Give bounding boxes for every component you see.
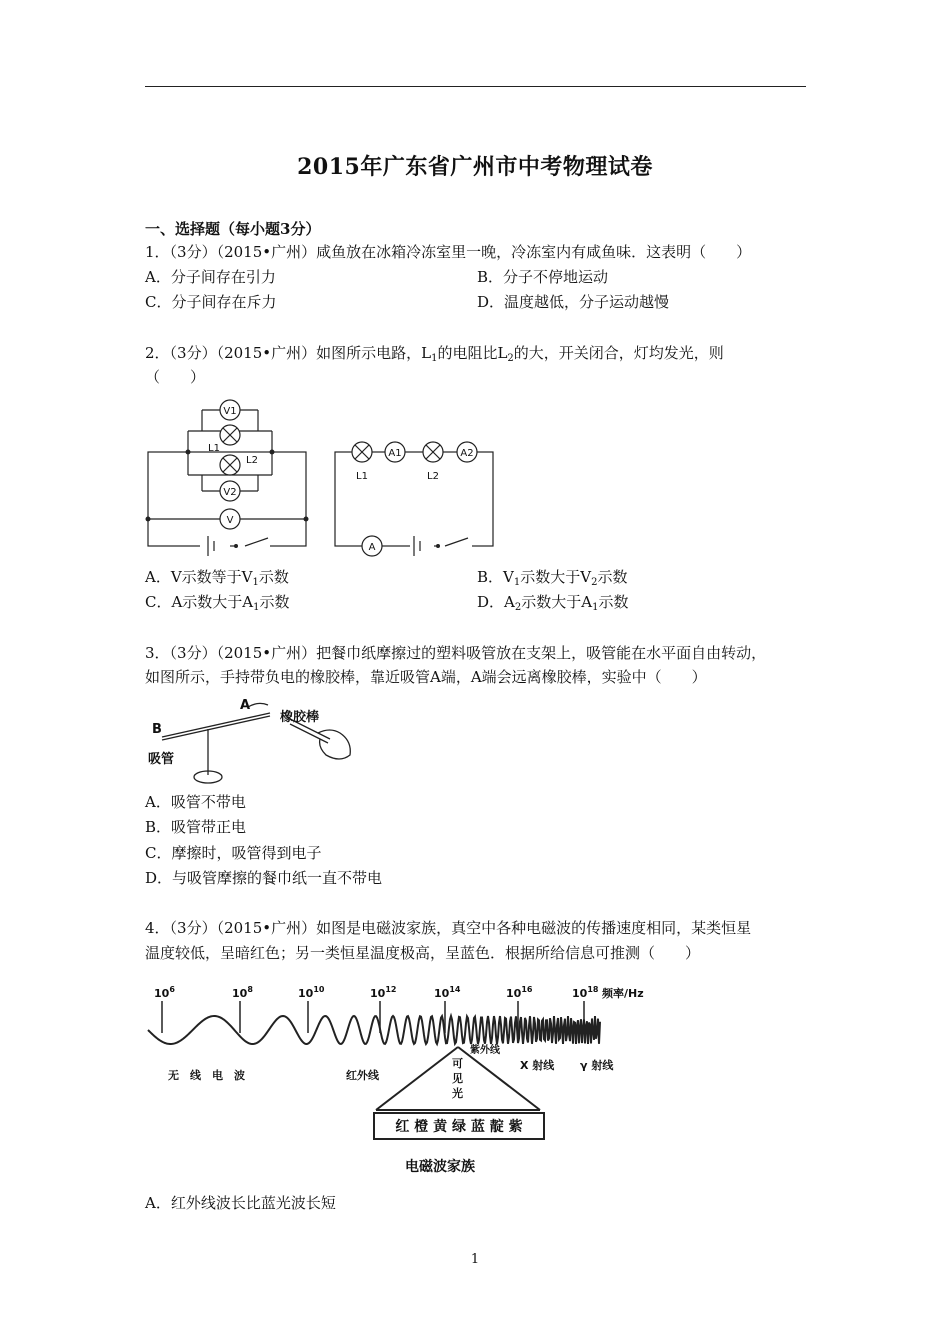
radio-wave-label: 无 线 电 波 — [168, 1069, 245, 1082]
header-rule — [145, 86, 806, 87]
q2-stem: 2．（3分）（2015•广州）如图所示电路，$L_1$的电阻比$L_2$的大，开关闭合，灯均发光，则 — [145, 344, 724, 364]
visible-colors-label: 红 橙 黄 绿 蓝 靛 紫 — [395, 1119, 523, 1135]
fig-label-straw: 吸管 — [148, 752, 175, 767]
q4-stem-line2: 温度较低，呈暗红色；另一类恒星温度极高，呈蓝色．根据所给信息可推测（ ） — [145, 944, 701, 962]
q2-stem-line2: （ ） — [145, 368, 206, 386]
fig-label-a-end: A — [240, 698, 251, 713]
svg-text:106: $10^6$ — [154, 985, 175, 1000]
section-heading: 一、选择题（每小题3分） — [145, 220, 321, 238]
fig-label-a1: A1 — [388, 448, 402, 459]
q2-option-d[interactable]: D．$A_2$示数大于$A_1$示数 — [477, 593, 629, 613]
q4-stem-line1: 4．（3分）（2015•广州）如图是电磁波家族，真空中各种电磁波的传播速度相同，某类恒星 — [145, 919, 752, 937]
q1-option-a[interactable]: A．分子间存在引力 — [145, 268, 276, 286]
xray-label: X 射线 — [520, 1059, 555, 1072]
q1-option-d[interactable]: D．温度越低，分子运动越慢 — [477, 293, 670, 311]
q3-stem-line1: 3．（3分）（2015•广州）把餐巾纸摩擦过的塑料吸管放在支架上，吸管能在水平面自由转动， — [145, 644, 767, 662]
q1-option-b[interactable]: B．分子不停地运动 — [477, 268, 609, 286]
q3-option-c[interactable]: C．摩擦时，吸管得到电子 — [145, 844, 322, 862]
visible-label-1: 可 — [452, 1057, 463, 1070]
q2-option-c[interactable]: C．A示数大于$A_1$示数 — [145, 593, 290, 613]
q4-option-a[interactable]: A．红外线波长比蓝光波长短 — [145, 1194, 336, 1212]
svg-text:1010: $10^{10}$ — [298, 985, 325, 1000]
q3-straw-figure — [140, 695, 370, 790]
svg-text:1016: $10^{16}$ — [506, 985, 533, 1000]
svg-text:1018: $10^{18}$ — [572, 985, 599, 1000]
q4-em-spectrum-figure — [140, 975, 660, 1185]
q2-circuit-figure — [140, 395, 510, 560]
visible-label-2: 见 — [452, 1072, 463, 1085]
q3-option-a[interactable]: A．吸管不带电 — [145, 793, 246, 811]
q2-option-a[interactable]: A．V示数等于$V_1$示数 — [145, 568, 289, 588]
visible-label-3: 光 — [452, 1087, 463, 1100]
uv-label: 紫外线 — [470, 1045, 500, 1056]
fig-label-v: V — [226, 515, 234, 526]
fig-label-l2-right: L2 — [427, 471, 439, 482]
page-number: 1 — [470, 1252, 480, 1267]
q3-option-b[interactable]: B．吸管带正电 — [145, 818, 247, 836]
fig-label-l1-right: L1 — [356, 471, 368, 482]
figure-caption: 电磁波家族 — [405, 1159, 475, 1175]
fig-label-v1: V1 — [223, 406, 237, 417]
q3-option-d[interactable]: D．与吸管摩擦的餐巾纸一直不带电 — [145, 869, 383, 887]
q3-stem-line2: 如图所示，手持带负电的橡胶棒，靠近吸管A端，A端会远离橡胶棒，实验中（ ） — [145, 668, 707, 686]
freq-unit-label: 频率/Hz — [602, 987, 644, 1000]
fig-label-a: A — [368, 542, 376, 553]
q2-option-b[interactable]: B．$V_1$示数大于$V_2$示数 — [477, 568, 628, 588]
q1-option-c[interactable]: C．分子间存在斥力 — [145, 293, 277, 311]
fig-label-l1: L1 — [208, 443, 220, 454]
svg-text:108: $10^8$ — [232, 985, 253, 1000]
fig-label-a2: A2 — [460, 448, 474, 459]
svg-text:1014: $10^{14}$ — [434, 985, 461, 1000]
page-title: 2015年广东省广州市中考物理试卷 — [297, 154, 653, 180]
fig-label-rod: 橡胶棒 — [280, 710, 320, 725]
fig-label-v2: V2 — [223, 487, 237, 498]
gamma-label: γ 射线 — [580, 1059, 614, 1072]
q1-stem: 1．（3分）（2015•广州）咸鱼放在冰箱冷冻室里一晚，冷冻室内有咸鱼味．这表明（ ） — [145, 243, 752, 261]
fig-label-l2: L2 — [246, 455, 258, 466]
infrared-label: 红外线 — [346, 1069, 379, 1082]
svg-text:1012: $10^{12}$ — [370, 985, 397, 1000]
fig-label-b-end: B — [152, 722, 162, 737]
